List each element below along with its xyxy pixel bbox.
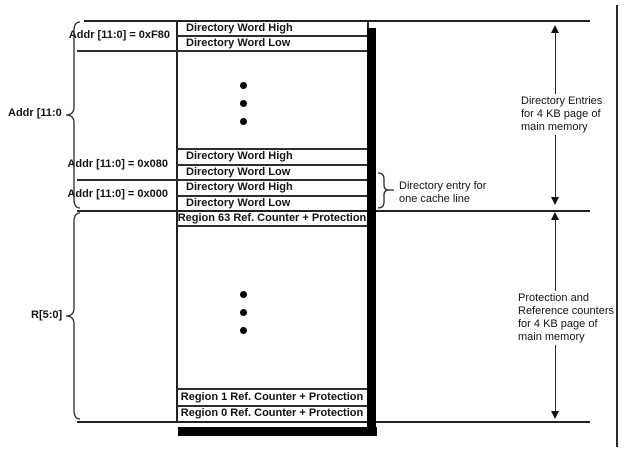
cache-line-annotation: Directory entry for one cache line (399, 180, 487, 205)
region-1-counter-row: Region 1 Ref. Counter + Protection (180, 390, 364, 403)
addr-000-label: Addr [11:0] = 0x000 (67, 188, 168, 200)
directory-word-high-row-1: Directory Word High (186, 21, 293, 34)
protection-counters-annotation: Protection and Reference counters for 4 KB page of main memory (518, 292, 614, 343)
page-border-line (616, 5, 618, 447)
addr-bus-label: Addr [11:0 (8, 107, 62, 119)
addr-range-brace (62, 21, 82, 209)
addr-080-label: Addr [11:0] = 0x080 (67, 158, 168, 170)
row-divider (177, 225, 367, 227)
bottom-shadow-bar (178, 427, 377, 436)
directory-word-high-row-2: Directory Word High (186, 150, 293, 162)
addr-f80-label: Addr [11:0] = 0xF80 (68, 29, 170, 41)
directory-word-high-row-3: Directory Word High (186, 181, 293, 193)
right-shadow-bar (367, 28, 376, 436)
directory-word-low-row-3: Directory Word Low (186, 196, 291, 209)
cache-line-brace (377, 172, 397, 209)
region-63-counter-row: Region 63 Ref. Counter + Protection (177, 211, 367, 224)
row-divider-extended (77, 50, 367, 52)
directory-word-low-row-2: Directory Word Low (186, 165, 291, 178)
r-bus-label: R[5:0] (31, 309, 63, 321)
directory-entries-annotation: Directory Entries for 4 KB page of main memory (521, 95, 603, 133)
region-0-counter-row: Region 0 Ref. Counter + Protection (180, 407, 364, 419)
directory-word-low-row-1: Directory Word Low (186, 36, 291, 49)
region-range-brace (62, 212, 82, 420)
bottom-boundary-line (77, 421, 590, 423)
